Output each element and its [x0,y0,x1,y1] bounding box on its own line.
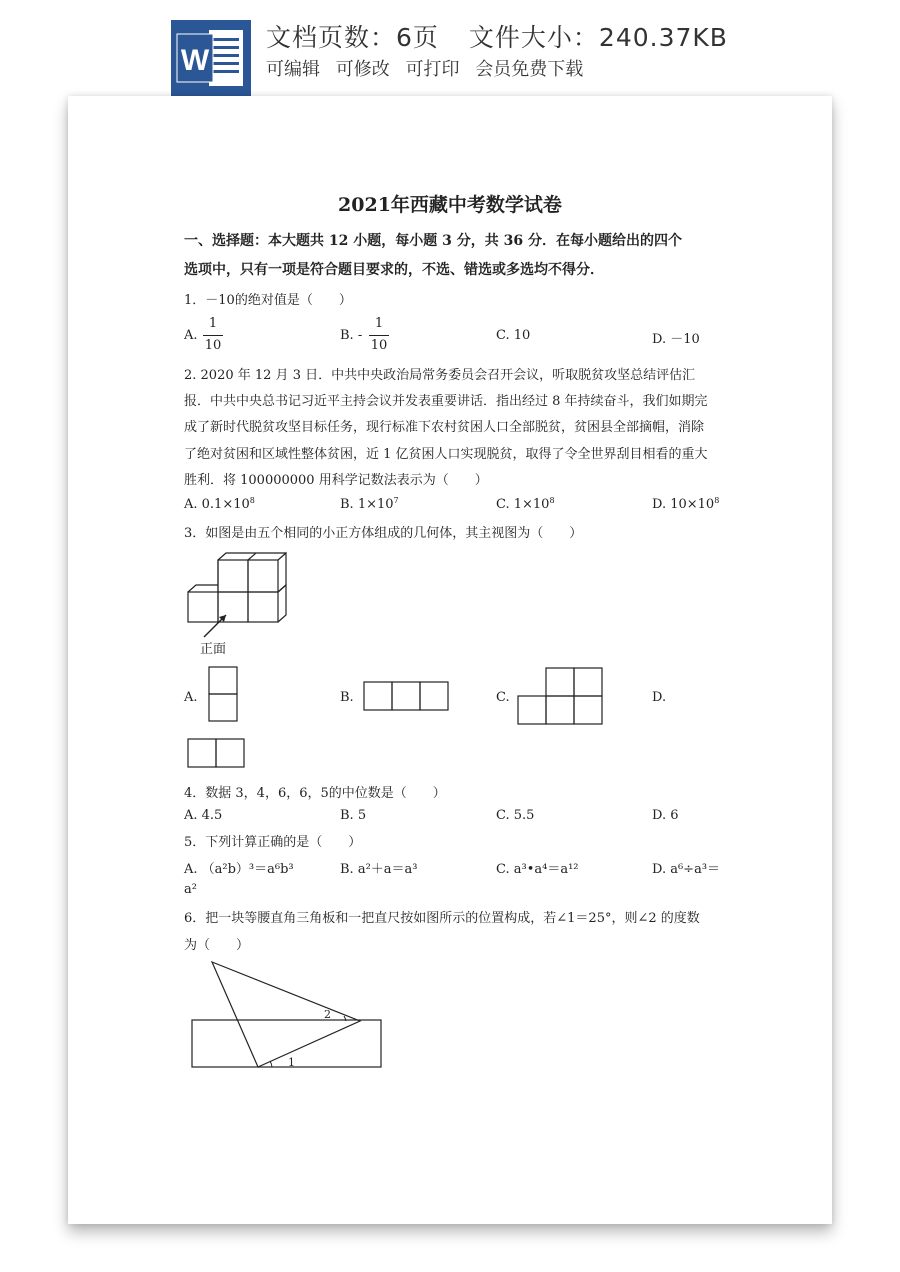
q3-option-c-label: C. [496,690,510,705]
feature-modifiable: 可修改 [335,59,390,80]
q5-option-d-continued: a² [184,882,197,897]
q5-option-a: A. （a²b）³＝a⁶b³ [184,862,294,877]
q1-b-numerator: 1 [374,316,384,331]
q1-option-c: C. 10 [496,328,531,343]
q5-option-c: C. a³•a⁴＝a¹² [496,862,579,877]
angle-1-label: 1 [288,1056,295,1069]
q2-option-d: D. $10\times 10^8$ [652,496,720,512]
q2-option-c: C. $1\times 10^8$ [496,496,555,512]
q3-option-b-figure [363,681,451,713]
q1-a-numerator: 1 [208,316,218,331]
q1-b-denominator: 10 [370,338,388,353]
q3-option-a-figure [208,666,240,724]
q1-b-fraction-bar [369,335,389,336]
q3-option-d-label: D. [652,690,667,705]
q2-option-a: A. $0.1\times 10^8$ [184,496,255,512]
q2-line-4: 了绝对贫困和区域性整体贫困，近 1 亿贫困人口实现脱贫，取得了令全世界刮目相看的重大 [184,447,708,462]
q1-a-fraction-bar [203,335,223,336]
q4-option-d: D. 6 [652,808,679,823]
q5-stem: 5．下列计算正确的是（ ） [184,835,362,850]
page-count: 文档页数：6页 [266,23,439,52]
q4-option-b: B. 5 [340,808,367,823]
q3-front-label: 正面 [200,642,227,657]
q3-option-d-figure [187,738,249,770]
q2-line-2: 报．中共中央总书记习近平主持会议并发表重要讲话．指出经过 8 年持续奋斗，我们如期完 [184,394,708,409]
triangle-shape [212,962,360,1067]
download-banner [0,0,900,100]
q4-option-c: C. 5.5 [496,808,535,823]
logo-letter: W [180,44,210,77]
q1-a-denominator: 10 [204,338,222,353]
q5-option-b: B. a²＋a＝a³ [340,862,418,877]
feature-list [266,55,593,81]
q6-triangle-ruler-figure [190,960,386,1072]
q1-option-d: D. －10 [652,332,700,347]
q2-line-1: 2. 2020 年 12 月 3 日．中共中央政治局常务委员会召开会议，听取脱贫攻坚总结评估汇 [184,368,696,383]
feature-free-download: 会员免费下载 [475,59,584,80]
feature-editable: 可编辑 [266,59,320,80]
q1-option-b-label: B. - [340,328,363,343]
q3-option-c-figure [517,667,607,727]
q2-line-5: 胜利．将 100000000 用科学记数法表示为（ ） [184,473,488,488]
section-heading-line2: 选项中，只有一项是符合题目要求的，不选、错选或多选均不得分． [184,262,604,278]
q3-stem: 3．如图是由五个相同的小正方体组成的几何体，其主视图为（ ） [184,526,583,541]
q2-line-3: 成了新时代脱贫攻坚目标任务，现行标准下农村贫困人口全部脱贫，贫困县全部摘帽，消除 [184,420,705,435]
q4-option-a: A. 4.5 [184,808,223,823]
file-size: 文件大小：240.37KB [468,23,728,52]
q1-option-a-label: A. [184,328,198,343]
ruler-shape [192,1020,381,1067]
file-info [266,18,728,54]
section-heading-line1: 一、选择题：本大题共 12 小题，每小题 3 分，共 36 分．在每小题给出的四个 [184,233,682,249]
word-document-icon [171,20,251,96]
q3-option-a-label: A. [184,690,198,705]
q2-option-b: B. $1\times 10^7$ [340,496,399,512]
q6-line-1: 6．把一块等腰直角三角板和一把直尺按如图所示的位置构成，若∠1＝25°，则∠2 的度数 [184,911,700,926]
q4-stem: 4．数据 3，4，6，6，5的中位数是（ ） [184,786,446,801]
q6-line-2: 为（ ） [184,938,250,953]
page-title: 2021年西藏中考数学试卷 [338,194,562,216]
q3-option-b-label: B. [340,690,354,705]
q5-option-d: D. a⁶÷a³＝ [652,862,721,877]
q1-stem: 1．－10的绝对值是（ ） [184,293,352,308]
feature-printable: 可打印 [405,59,460,80]
angle-2-label: 2 [324,1008,331,1021]
